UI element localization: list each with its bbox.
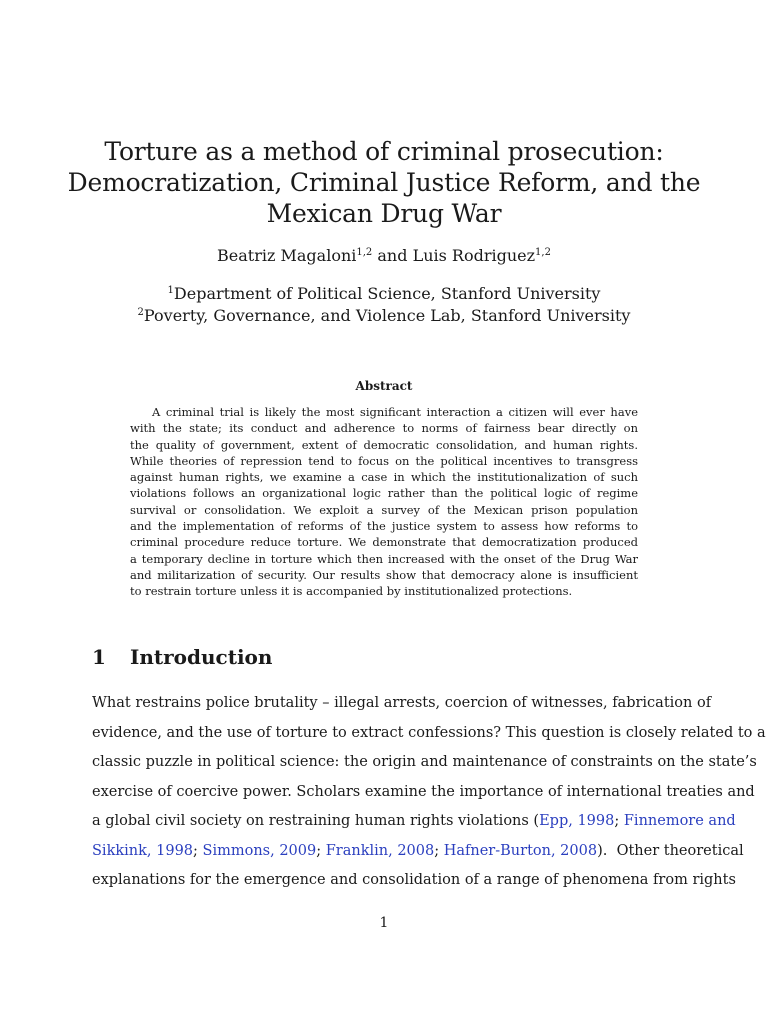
affiliation-text: Department of Political Science, Stanford University [173,284,601,303]
citation-link-finnemore[interactable]: Finnemore and [623,813,736,829]
abstract-line: the quality of government, extent of democratic consolidation, and human rights. [130,437,638,452]
affiliation-marker: 1 [167,285,174,296]
author-name: Beatriz Magaloni [217,246,357,265]
paper-title [60,136,708,229]
author-connector: and [372,246,413,265]
author-affiliation-marker: 1,2 [356,247,373,258]
abstract-line: A criminal trial is likely the most significant interaction a citizen will ever have [152,405,638,419]
body-text-run: ). Other theoretical [597,842,744,859]
abstract-line: While theories of repression tend to focus on the political incentives to transgress [130,453,638,468]
author-name: Luis Rodriguez [412,246,536,265]
citation-link-franklin[interactable]: Franklin, 2008 [325,842,435,859]
body-line [92,837,744,867]
citation-link-simmons[interactable]: Simmons, 2009 [202,842,317,859]
body-line: evidence, and the use of torture to extract confessions? This question is closely related to a [92,724,766,741]
abstract-line: and the implementation of reforms of the justice system to assess how reforms to [130,519,638,534]
author-list [60,245,708,267]
author-affiliation-marker: 1,2 [535,247,551,258]
title-line: Torture as a method of criminal prosecution: [104,137,664,166]
citation-separator: ; [193,842,203,859]
citation-link-epp[interactable]: Epp, 1998 [539,813,615,829]
body-line: What restrains police brutality – illegal arrests, coercion of witnesses, fabrication of [92,695,712,711]
section-number: 1 [92,645,106,669]
abstract-line: to restrain torture unless it is accompanied by institutionalized protections. [130,584,573,599]
abstract-line: and militarization of security. Our results show that democracy alone is insufficient [130,567,638,582]
abstract-body [130,404,638,600]
affiliation [60,305,708,327]
abstract-line: against human rights, we examine a case in which the institutionalization of such [130,470,638,485]
body-line: classic puzzle in political science: the origin and maintenance of constraints on the state’s [92,754,757,770]
body-line [92,807,736,837]
abstract-line: violations follows an organizational logic rather than the political logic of regime [130,486,638,501]
affiliation-list [60,283,708,327]
affiliation-text: Poverty, Governance, and Violence Lab, Stanford University [143,306,631,325]
body-line: exercise of coercive power. Scholars examine the importance of international treaties and [92,783,755,800]
affiliation [60,283,708,305]
body-text-run: a global civil society on restraining human rights violations ( [92,813,540,829]
citation-link-finnemore-cont[interactable]: Sikkink, 1998 [92,842,194,859]
abstract-line: criminal procedure reduce torture. We demonstrate that democratization produced [130,535,638,550]
abstract-line: with the state; its conduct and adherence to norms of fairness bear directly on [130,421,638,436]
section-heading [92,645,272,669]
citation-link-hafner-burton[interactable]: Hafner-Burton, 2008 [443,842,598,859]
title-line: Democratization, Criminal Justice Reform, and the [67,168,701,197]
section-title: Introduction [130,645,273,669]
body-paragraph [92,689,766,896]
title-line: Mexican Drug War [266,199,502,228]
citation-separator: ; [434,842,444,859]
abstract-line: survival or consolidation. We exploit a survey of the Mexican prison population [130,502,638,517]
page-number: 1 [379,915,389,931]
citation-separator: ; [316,842,326,859]
body-line: explanations for the emergence and consolidation of a range of phenomena from rights [92,872,736,888]
citation-separator: ; [614,813,624,829]
affiliation-marker: 2 [137,307,144,318]
abstract-heading: Abstract [355,379,413,393]
abstract-line: a temporary decline in torture which then increased with the onset of the Drug War [130,551,638,566]
